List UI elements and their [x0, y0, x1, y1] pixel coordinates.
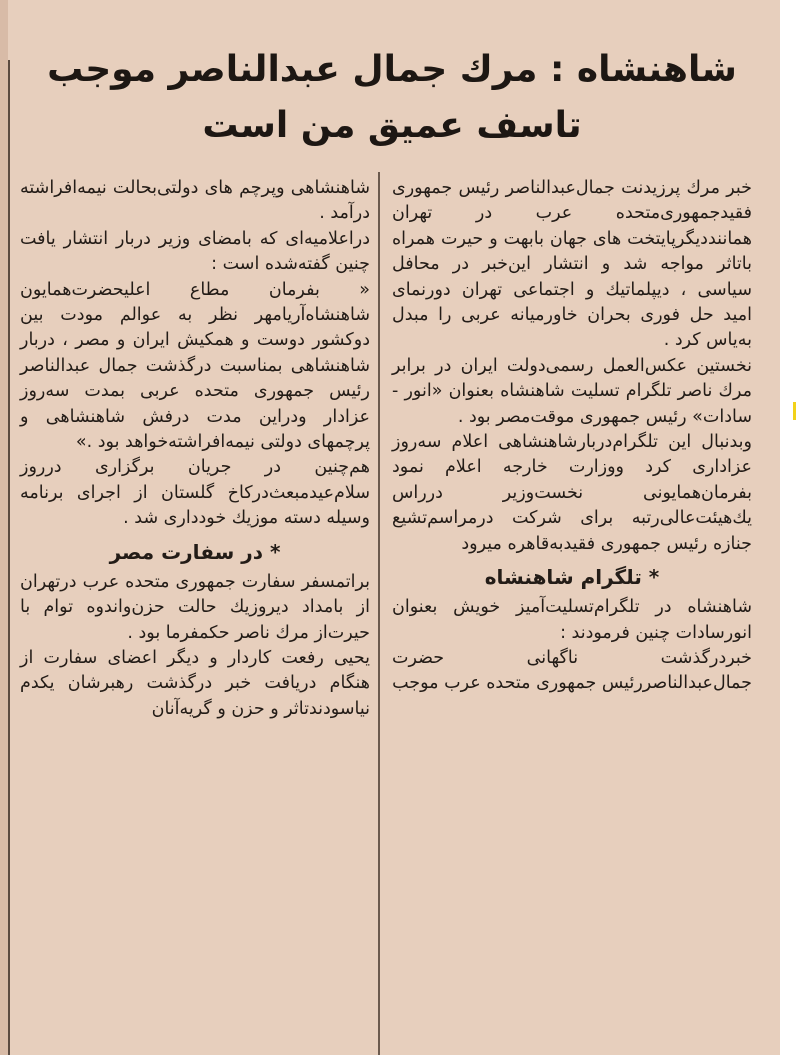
left-paragraph-5: براتمسفر سفارت جمهوری متحده عرب درتهران از بامداد ديروزيك حالت حزن‌واندوه توام با حيرت‌از مرك ناصر حكمفرما بود . [20, 571, 370, 643]
left-paragraph-2: دراعلاميه‌ای كه بامضای وزير دربار انتشار يافت چنين گفته‌شده است : [20, 228, 370, 275]
left-paragraph-4: هم‌چنين در جريان برگزاری درروز سلام‌عيدمبعث‌دركاخ گلستان از اجرای برنامه وسيله دسته موزيك خودداری شد . [20, 457, 370, 529]
subhead-telegram: * تلگرام شاهنشاه [484, 565, 660, 590]
headline [18, 42, 766, 154]
left-paragraph-1: شاهنشاهی وپرچم های دولتی‌بحالت نيمه‌افراشته در‌آمد . [20, 178, 370, 224]
left-paragraph-3: « بفرمان مطاع اعليحضرت‌همايون شاهنشاه‌آريامهر نظر به عوالم مودت بين دوكشور دوست و همكيش ايران و مصر ، دربار شاهنشاهی بمناسبت درگذشت جمال عبدالناصر رئيس جمهوری متحده عربی بمدت سه‌روز عزادار ودراين مدت درفش شاهنشاهی و پرچمهای دولتی نيمه‌افراشته‌خواهد بود .» [20, 279, 370, 453]
right-paragraph-1: خبر مرك پرزيدنت جمال‌عبدالناصر رئيس جمهوری فقيدجمهوری‌متحده عرب در تهران همانندديگرپايتخت های جهان بابهت و حيرت همراه باتاثر مواجه شد و انتشار اين‌خبر در محافل سياسی ، ديپلماتيك و اجتماعی تهران دورنمای اميد حل فوری بحران خاورميانه عربی را مبدل به‌ياس كرد . [392, 178, 752, 351]
left-border-rule [8, 60, 10, 1055]
right-paragraph-4: شاهنشاه در تلگرام‌تسليت‌آميز خويش بعنوان انورسادات چنين فرمودند : [392, 597, 752, 643]
left-column [20, 176, 370, 722]
column-divider [378, 172, 380, 1055]
headline-line-2: تاسف عميق من است [202, 105, 582, 146]
left-paragraph-6: يحيی رفعت كاردار و ديگر اعضای سفارت از هنگام دريافت خبر درگذشت رهبرشان يكدم نياسودندتاثر و حزن و گريه‌آنان [20, 647, 370, 719]
right-paragraph-3: وبدنبال اين تلگرام‌دربارشاهنشاهی اعلام سه‌روز عزاداری كرد ووزارت خارجه اعلام نمود بفرمان‌همايونی نخست‌وزير درراس يك‌هيئت‌عالی‌رتبه برای شركت درمراسم‌تشيع جنازه رئيس جمهوری فقيدبه‌قاهره ميرود [392, 432, 752, 554]
headline-line-1: شاهنشاه : مرك جمال عبدالناصر موجب [47, 49, 737, 90]
right-paragraph-5: خبردرگذشت ناگهانی حضرت جمال‌عبدالناصررئيس جمهوری متحده عرب موجب [392, 647, 752, 694]
page-edge [0, 0, 8, 1055]
subhead-embassy: * در سفارت مصر [109, 539, 281, 564]
right-paragraph-2: نخستين عكس‌العمل رسمی‌دولت ايران در برابر مرك ناصر تلگرام تسليت شاهنشاه بعنوان «انور - سادات» رئيس جمهوری موقت‌مصر بود . [392, 355, 752, 427]
right-column [392, 176, 752, 697]
yellow-marker [793, 402, 796, 420]
